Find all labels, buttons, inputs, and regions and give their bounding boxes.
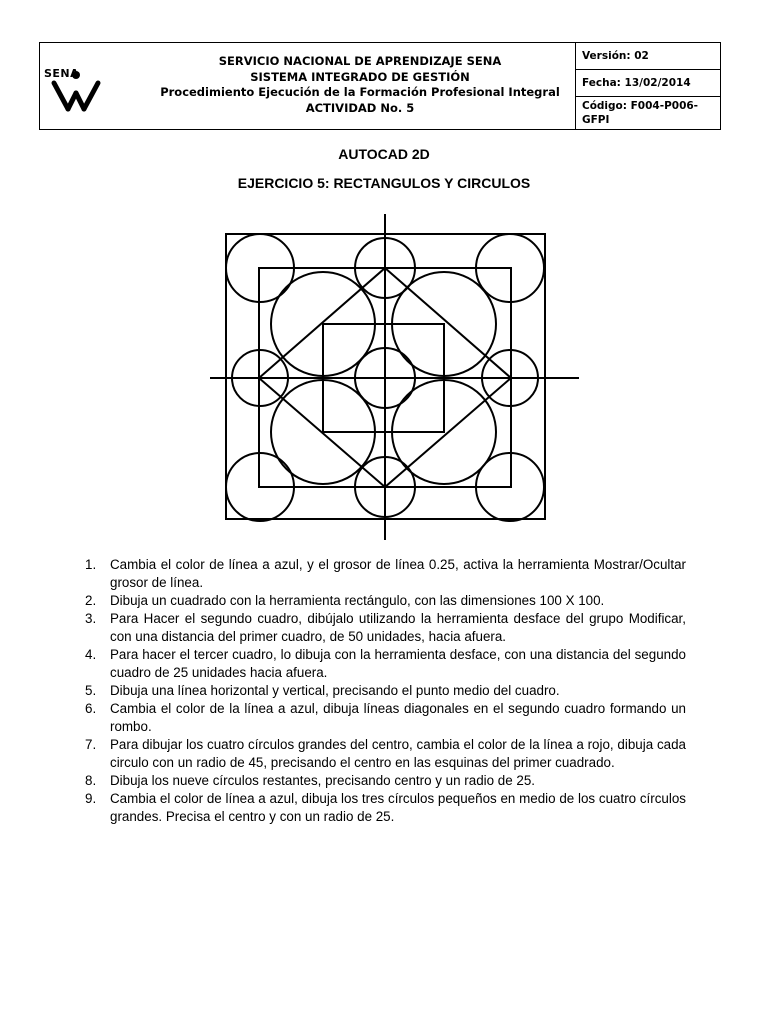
system-name: SISTEMA INTEGRADO DE GESTIÓN <box>250 69 470 84</box>
procedure-name: Procedimiento Ejecución de la Formación Profesional Integral <box>160 85 560 99</box>
instruction-item: 4. Para hacer el tercer cuadro, lo dibuja con la herramienta desface, con una distancia del segundo cuadro de 25 unidades hacia afuera. <box>85 647 686 680</box>
instruction-item: 5. Dibuja una línea horizontal y vertical, precisando el punto medio del cuadro. <box>85 683 560 698</box>
instruction-item: 1. Cambia el color de línea a azul, y el grosor de línea 0.25, activa la herramienta Mostrar/Ocultar grosor de línea. <box>85 557 686 590</box>
sena-logo <box>40 43 106 129</box>
page-title: AUTOCAD 2D <box>338 146 430 162</box>
instruction-item: 8. Dibuja los nueve círculos restantes, precisando centro y un radio de 25. <box>85 773 536 788</box>
instruction-item: 9. Cambia el color de línea a azul, dibuja los tres círculos pequeños en medio de los cuatro círculos grandes. Precisa el centro y con un radio de 25. <box>85 791 686 824</box>
version-label: Versión: 02 <box>576 43 721 70</box>
date-label: Fecha: 13/02/2014 <box>576 70 721 97</box>
cad-drawing <box>205 212 585 542</box>
header-table <box>39 42 721 130</box>
instruction-item: 2. Dibuja un cuadrado con la herramienta rectángulo, con las dimensiones 100 X 100. <box>85 593 605 608</box>
instruction-item: 3. Para Hacer el segundo cuadro, dibújalo utilizando la herramienta desface del grupo Modificar, con una distancia del primer cuadro, de 50 unidades, hacia afuera. <box>85 611 686 644</box>
exercise-title: EJERCICIO 5: RECTANGULOS Y CIRCULOS <box>237 175 531 191</box>
org-name: SERVICIO NACIONAL DE APRENDIZAJE SENA <box>218 54 502 68</box>
sena-logo-text: SENA <box>44 67 80 80</box>
header-title-block <box>106 43 614 129</box>
instructions-list <box>85 556 686 826</box>
document-meta <box>575 43 720 129</box>
code-label: Código: F004-P006-GFPI <box>582 100 699 126</box>
instruction-item: 7. Para dibujar los cuatro círculos grandes del centro, cambia el color de la línea a rojo, dibuja cada circulo con un radio de 45, precisando el centro en las esquinas del primer cuadrado. <box>85 737 686 770</box>
instruction-item: 6. Cambia el color de la línea a azul, dibuja líneas diagonales en el segundo cuadro formando un rombo. <box>85 701 686 734</box>
cad-exercise-figure <box>205 212 585 542</box>
activity-label: ACTIVIDAD No. 5 <box>305 100 415 115</box>
